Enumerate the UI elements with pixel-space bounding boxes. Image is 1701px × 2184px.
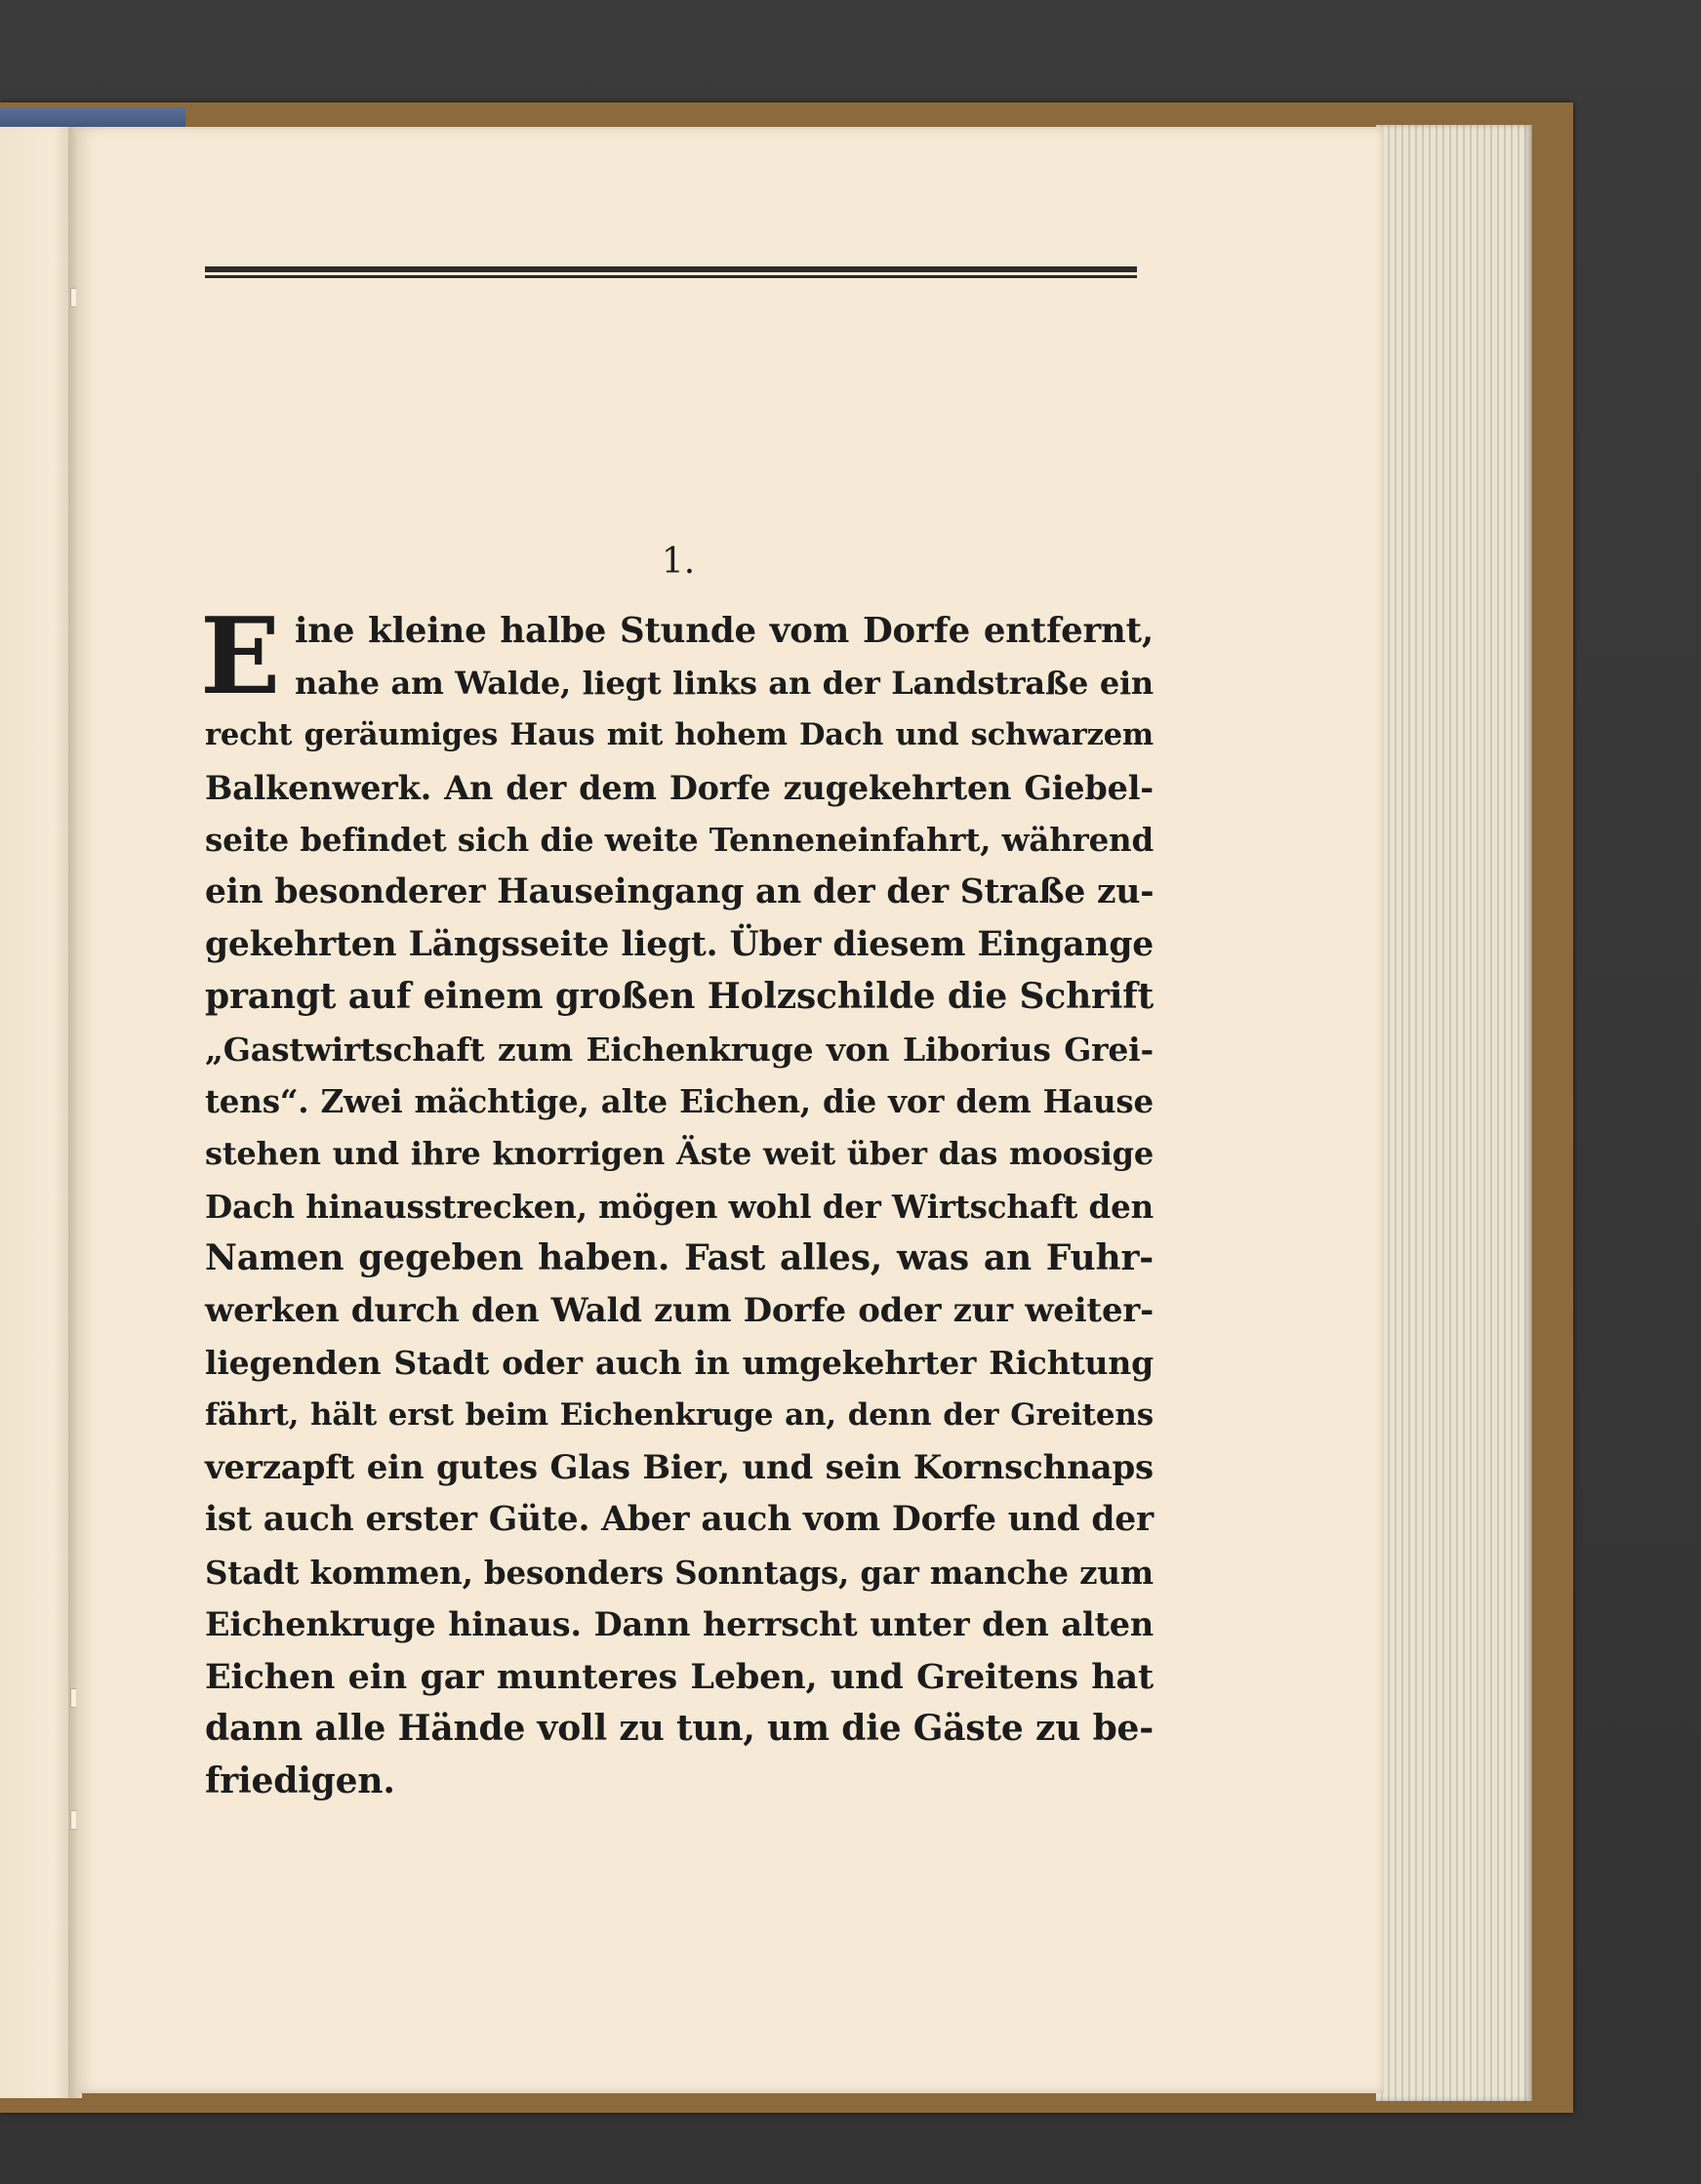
text-line: ein besonderer Hauseingang an der der Straße zu- — [205, 871, 1154, 911]
left-page-edge — [0, 127, 76, 2098]
text-line: gekehrten Längsseite liegt. Über diesem Eingange — [205, 924, 1154, 964]
text-line: stehen und ihre knorrigen Äste weit über das moosige — [205, 1134, 1154, 1172]
text-line: Stadt kommen, besonders Sonntags, gar manche zum — [205, 1553, 1154, 1592]
text-line: fährt, hält erst beim Eichenkruge an, denn der Greitens — [205, 1396, 1154, 1433]
body-text — [205, 605, 1154, 1808]
text-line: Eichen ein gar munteres Leben, und Greitens hat — [205, 1656, 1154, 1697]
text-line: recht geräumiges Haus mit hohem Dach und schwarzem — [205, 717, 1154, 753]
text-line: verzapft ein gutes Glas Bier, und sein Kornschnaps — [205, 1447, 1154, 1487]
text-line: seite befindet sich die weite Tenneneinfahrt, während — [205, 821, 1154, 860]
text-line: nahe am Walde, liegt links an der Landstraße ein — [295, 664, 1154, 702]
text-line: Dach hinausstrecken, mögen wohl der Wirtschaft den — [205, 1187, 1154, 1226]
text-line: werken durch den Wald zum Dorfe oder zur weiter- — [205, 1290, 1154, 1330]
text-line: ine kleine halbe Stunde vom Dorfe entfernt, — [295, 611, 1154, 651]
text-line: Eichenkruge hinaus. Dann herrscht unter den alten — [205, 1605, 1154, 1644]
chapter-number: 1. — [661, 542, 696, 582]
text-line: prangt auf einem großen Holzschilde die Schrift — [205, 976, 1154, 1018]
text-line: Balkenwerk. An der dem Dorfe zugekehrten Giebel- — [205, 768, 1154, 807]
drop-cap: E — [200, 595, 281, 718]
page-edges — [1376, 125, 1532, 2101]
text-line: Namen gegeben haben. Fast alles, was an Fuhr- — [205, 1237, 1154, 1279]
header-rule — [205, 266, 1137, 278]
text-line: liegenden Stadt oder auch in umgekehrter Richtung — [205, 1344, 1154, 1383]
text-line: „Gastwirtschaft zum Eichenkruge von Liborius Grei- — [205, 1030, 1154, 1069]
text-line: dann alle Hände voll zu tun, um die Gäste zu be- — [205, 1708, 1154, 1750]
text-line: friedigen. — [205, 1760, 395, 1802]
text-line: tens“. Zwei mächtige, alte Eichen, die vor dem Hause — [205, 1082, 1154, 1121]
text-line: ist auch erster Güte. Aber auch vom Dorfe und der — [205, 1500, 1154, 1540]
